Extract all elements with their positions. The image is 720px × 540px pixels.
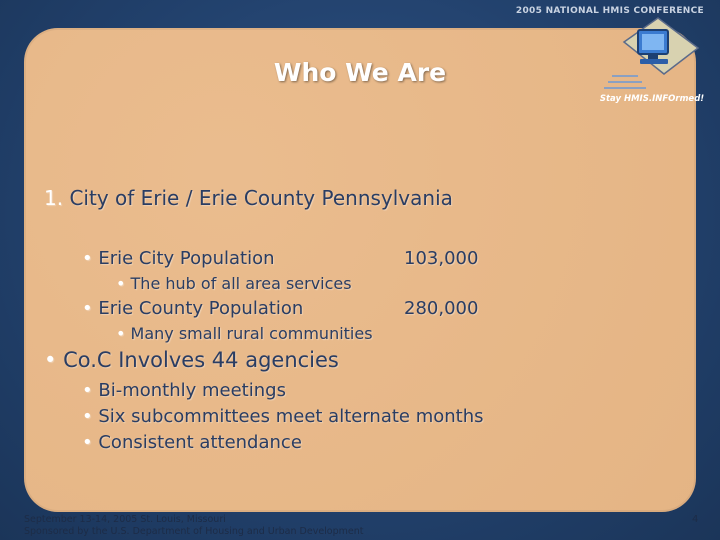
item1-text: City of Erie / Erie County Pennsylvania — [69, 186, 453, 210]
sub-item-label: Erie County Population — [98, 298, 304, 319]
item1-number: 1. — [44, 186, 64, 210]
sub-item-text: Bi-monthly meetings — [98, 380, 286, 401]
sub-sub-item — [116, 274, 352, 293]
page-number: 4 — [692, 514, 699, 525]
bullet-icon: • — [82, 432, 93, 453]
sub-item-text: Consistent attendance — [98, 432, 302, 453]
sub-item-county — [82, 298, 303, 319]
footer-line-date: September 13-14, 2005 St. Louis, Missouri — [24, 514, 226, 525]
slide-title: Who We Are — [273, 58, 447, 87]
bullet-icon: • — [116, 274, 126, 293]
footer-line-sponsor: Sponsored by the U.S. Department of Housing and Urban Development — [24, 526, 364, 537]
bullet-icon: • — [82, 380, 93, 401]
sub-item — [82, 432, 302, 453]
sub-item-city — [82, 248, 275, 269]
conference-label: 2005 NATIONAL HMIS CONFERENCE — [515, 6, 704, 16]
bullet-icon: • — [82, 298, 93, 319]
sub-sub-item-text: The hub of all area services — [130, 274, 352, 293]
bullet-icon: • — [82, 248, 93, 269]
sub-item-label: Erie City Population — [98, 248, 275, 269]
item2-text: Co.C Involves 44 agencies — [63, 348, 339, 372]
logo-tagline: Stay HMIS.INFOrmed! — [599, 94, 705, 104]
bullet-icon: • — [44, 348, 57, 372]
sub-sub-item — [116, 324, 373, 343]
sub-item-value: 280,000 — [404, 298, 479, 319]
sub-item-value: 103,000 — [404, 248, 479, 269]
item1-row — [44, 186, 453, 210]
sub-item — [82, 380, 286, 401]
sub-sub-item-text: Many small rural communities — [130, 324, 373, 343]
bullet-icon: • — [116, 324, 126, 343]
item2-row — [44, 348, 339, 372]
footer — [24, 514, 364, 538]
bullet-icon: • — [82, 406, 93, 427]
sub-item — [82, 406, 484, 427]
sub-item-text: Six subcommittees meet alternate months — [98, 406, 484, 427]
